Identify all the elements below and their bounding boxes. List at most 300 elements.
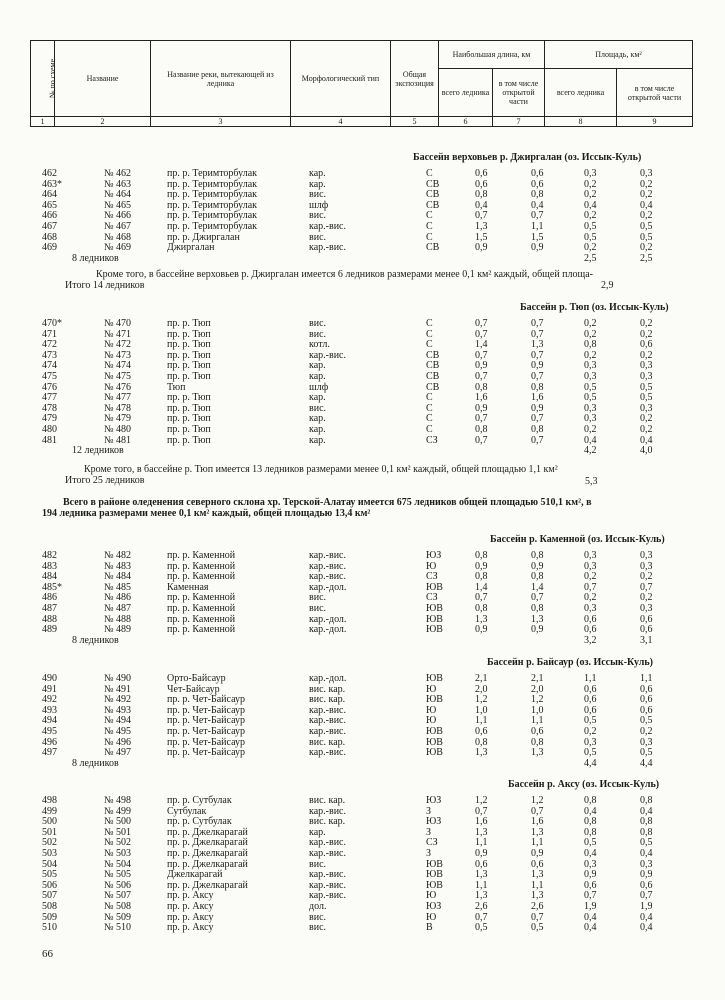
cell-name: № 462	[104, 168, 132, 179]
cell-name: № 494	[104, 715, 132, 727]
table-row	[0, 168, 725, 179]
basin-title: Бассейн р. Аксу (оз. Иссык-Куль)	[508, 779, 660, 790]
cell-area: 0,6	[584, 683, 597, 695]
cell-open: 0,9	[531, 402, 544, 414]
cell-oarea: 0,4	[640, 199, 653, 211]
cell-len: 1,3	[475, 747, 488, 759]
cell-len: 0,7	[475, 318, 488, 329]
cell-open: 1,4	[531, 581, 544, 593]
cell-morph: шлф	[309, 381, 329, 393]
cell-exp: В	[426, 922, 433, 934]
cell-morph: кар.-дол.	[309, 581, 347, 593]
cell-river: пр. р. Сутбулак	[167, 795, 232, 806]
cell-oarea: 0,4	[640, 911, 653, 923]
cell-exp: ЮВ	[426, 879, 443, 891]
cell-exp: Ю	[426, 911, 437, 923]
cell-name: № 467	[104, 221, 132, 232]
cell-open: 0,7	[531, 210, 544, 222]
cell-name: № 490	[104, 673, 132, 684]
cell-name: № 499	[104, 805, 132, 817]
table-row	[0, 869, 725, 880]
cell-exp: СВ	[426, 178, 440, 190]
table-row	[0, 827, 725, 838]
cell-name: № 481	[104, 434, 132, 446]
cell-oarea: 0,4	[640, 848, 653, 859]
total-label: 12 ледников	[72, 445, 124, 457]
cell-id: 490	[42, 673, 57, 684]
header-num: 4	[291, 117, 391, 127]
cell-oarea: 0,4	[640, 434, 653, 446]
cell-area: 0,8	[584, 816, 597, 828]
cell-id: 462	[42, 168, 57, 179]
cell-open: 0,6	[531, 168, 544, 179]
cell-exp: СЗ	[426, 434, 438, 446]
cell-morph: вис.	[309, 328, 327, 340]
table-row	[0, 339, 725, 350]
cell-area: 0,5	[584, 392, 597, 404]
cell-id: 507	[42, 890, 57, 902]
cell-morph: вис. кар.	[309, 736, 346, 748]
cell-name: № 482	[104, 550, 132, 561]
cell-len: 1,4	[475, 581, 488, 593]
cell-id: 494	[42, 715, 57, 727]
cell-river: пр. р. Тюп	[167, 360, 211, 372]
cell-exp: С	[426, 231, 433, 243]
cell-morph: вис.	[309, 318, 327, 329]
cell-len: 0,9	[475, 242, 488, 254]
cell-len: 1,6	[475, 816, 488, 828]
cell-len: 1,0	[475, 704, 488, 716]
table-row	[0, 806, 725, 817]
cell-exp: СВ	[426, 381, 440, 393]
cell-name: № 495	[104, 726, 132, 737]
header-col7: в том числе открытой части	[493, 69, 545, 117]
cell-id: 497	[42, 747, 57, 759]
cell-len: 0,9	[475, 624, 488, 636]
cell-river: пр. р. Тюп	[167, 392, 211, 404]
cell-area: 0,2	[584, 328, 597, 340]
header-num: 2	[55, 117, 151, 127]
cell-len: 0,6	[475, 178, 488, 190]
cell-river: Сутбулак	[167, 805, 207, 817]
cell-morph: кар.	[309, 826, 326, 838]
cell-open: 1,6	[531, 392, 544, 404]
cell-id: 504	[42, 858, 57, 870]
cell-len: 0,8	[475, 189, 488, 201]
cell-exp: ЮВ	[426, 673, 443, 684]
cell-name: № 502	[104, 837, 132, 849]
cell-name: № 504	[104, 858, 132, 870]
table-row	[0, 747, 725, 758]
cell-id: 493	[42, 704, 57, 716]
cell-name: № 473	[104, 349, 132, 361]
cell-morph: кар.	[309, 168, 326, 179]
cell-morph: кар.	[309, 413, 326, 425]
cell-oarea: 0,3	[640, 560, 653, 572]
cell-exp: СВ	[426, 199, 440, 211]
cell-exp: ЮВ	[426, 624, 443, 636]
cell-area: 0,4	[584, 922, 597, 934]
cell-oarea: 0,7	[640, 581, 653, 593]
cell-area: 0,6	[584, 624, 597, 636]
table-row	[0, 242, 725, 253]
total-open-area: 4,4	[640, 757, 653, 769]
header-col6: всего ледника	[439, 69, 493, 117]
cell-oarea: 0,5	[640, 231, 653, 243]
cell-area: 0,2	[584, 424, 597, 435]
cell-area: 0,6	[584, 704, 597, 716]
cell-area: 0,5	[584, 715, 597, 727]
header-col9: в том числе открытой части	[617, 69, 693, 117]
table-row	[0, 684, 725, 695]
note-tyup-total-area: 5,3	[585, 476, 598, 487]
cell-len: 0,7	[475, 349, 488, 361]
cell-open: 0,7	[531, 911, 544, 923]
cell-id: 492	[42, 694, 57, 706]
cell-open: 1,3	[531, 826, 544, 838]
cell-len: 1,4	[475, 339, 488, 351]
table-row	[0, 694, 725, 705]
cell-id: 488	[42, 613, 57, 625]
table-row	[0, 922, 725, 933]
cell-oarea: 0,8	[640, 826, 653, 838]
cell-exp: Ю	[426, 683, 437, 695]
cell-name: № 475	[104, 371, 132, 382]
cell-open: 0,8	[531, 189, 544, 201]
cell-river: пр. р. Аксу	[167, 901, 214, 912]
cell-id: 473	[42, 349, 57, 361]
cell-open: 0,7	[531, 434, 544, 446]
cell-name: № 505	[104, 869, 132, 881]
table-row	[0, 424, 725, 435]
total-area: 2,5	[584, 252, 597, 264]
cell-name: № 508	[104, 901, 132, 912]
cell-open: 1,5	[531, 231, 544, 243]
cell-oarea: 0,2	[640, 571, 653, 583]
header-col8: всего ледника	[545, 69, 617, 117]
note-dzhirgalan-total: Итого 14 ледников	[65, 280, 145, 291]
table-row	[0, 392, 725, 403]
cell-river: пр. р. Чет-Байсаур	[167, 736, 246, 748]
total-label: 8 ледников	[72, 757, 119, 769]
cell-oarea: 0,2	[640, 210, 653, 222]
cell-river: пр. р. Джелкарагай	[167, 848, 248, 859]
cell-morph: вис.	[309, 858, 327, 870]
cell-river: Орто-Байсаур	[167, 673, 226, 684]
cell-open: 1,3	[531, 339, 544, 351]
cell-area: 0,2	[584, 189, 597, 201]
cell-area: 0,5	[584, 221, 597, 232]
cell-open: 0,7	[531, 413, 544, 425]
cell-oarea: 0,6	[640, 683, 653, 695]
cell-name: № 479	[104, 413, 132, 425]
cell-river: пр. р. Джелкарагай	[167, 837, 248, 849]
cell-area: 0,3	[584, 371, 597, 382]
table-row	[0, 592, 725, 603]
cell-morph: вис.	[309, 603, 327, 614]
cell-area: 0,2	[584, 726, 597, 737]
cell-river: пр. р. Чет-Байсаур	[167, 726, 246, 737]
cell-oarea: 0,2	[640, 178, 653, 190]
cell-morph: кар.-вис.	[309, 890, 346, 902]
cell-river: пр. р. Теримторбулак	[167, 221, 257, 232]
cell-id: 465	[42, 199, 57, 211]
cell-exp: СЗ	[426, 592, 438, 604]
cell-oarea: 0,4	[640, 805, 653, 817]
cell-name: № 493	[104, 704, 132, 716]
table-row	[0, 179, 725, 190]
table-row	[0, 360, 725, 371]
cell-oarea: 0,2	[640, 413, 653, 425]
cell-id: 475	[42, 371, 57, 382]
cell-oarea: 0,6	[640, 704, 653, 716]
cell-len: 0,9	[475, 848, 488, 859]
cell-area: 1,1	[584, 673, 597, 684]
cell-morph: кар.	[309, 424, 326, 435]
cell-id: 499	[42, 805, 57, 817]
cell-oarea: 1,9	[640, 901, 653, 912]
cell-len: 0,7	[475, 805, 488, 817]
cell-oarea: 0,7	[640, 890, 653, 902]
cell-open: 0,9	[531, 624, 544, 636]
cell-area: 0,5	[584, 381, 597, 393]
cell-river: пр. р. Тюп	[167, 328, 211, 340]
table-row	[0, 413, 725, 424]
cell-open: 0,9	[531, 848, 544, 859]
header-num: 1	[31, 117, 55, 127]
cell-len: 1,1	[475, 879, 488, 891]
cell-morph: кар.-вис.	[309, 837, 346, 849]
cell-name: № 506	[104, 879, 132, 891]
cell-open: 1,2	[531, 795, 544, 806]
cell-id: 508	[42, 901, 57, 912]
cell-area: 0,8	[584, 339, 597, 351]
cell-morph: вис.	[309, 402, 327, 414]
cell-len: 0,6	[475, 168, 488, 179]
cell-exp: С	[426, 424, 433, 435]
cell-oarea: 0,2	[640, 318, 653, 329]
header-length: Наибольшая длина, км	[439, 41, 545, 69]
cell-name: № 497	[104, 747, 132, 759]
header-col5: Общая экспозиция	[391, 41, 439, 117]
cell-exp: ЮЗ	[426, 795, 442, 806]
header-num: 6	[439, 117, 493, 127]
cell-id: 485*	[42, 581, 62, 593]
cell-morph: вис.	[309, 592, 327, 604]
note-tyup-total: Итого 25 ледников	[65, 475, 145, 486]
cell-morph: кар.-дол.	[309, 613, 347, 625]
cell-exp: ЮВ	[426, 736, 443, 748]
cell-open: 1,0	[531, 704, 544, 716]
cell-river: пр. р. Тюп	[167, 318, 211, 329]
cell-oarea: 0,2	[640, 328, 653, 340]
cell-exp: Ю	[426, 715, 437, 727]
cell-morph: кар.-вис.	[309, 879, 346, 891]
cell-morph: вис.	[309, 210, 327, 222]
cell-id: 479	[42, 413, 57, 425]
cell-open: 0,6	[531, 858, 544, 870]
cell-name: № 486	[104, 592, 132, 604]
cell-area: 0,6	[584, 879, 597, 891]
cell-oarea: 0,2	[640, 424, 653, 435]
cell-river: пр. р. Каменной	[167, 560, 236, 572]
cell-id: 503	[42, 848, 57, 859]
cell-open: 0,8	[531, 424, 544, 435]
cell-name: № 509	[104, 911, 132, 923]
cell-river: пр. р. Каменной	[167, 603, 236, 614]
cell-open: 0,7	[531, 328, 544, 340]
cell-len: 1,5	[475, 231, 488, 243]
cell-id: 468	[42, 231, 57, 243]
cell-area: 0,5	[584, 837, 597, 849]
cell-open: 0,7	[531, 592, 544, 604]
cell-len: 0,7	[475, 911, 488, 923]
cell-name: № 501	[104, 826, 132, 838]
cell-river: пр. р. Каменной	[167, 592, 236, 604]
cell-morph: кар.	[309, 360, 326, 372]
cell-river: Джелкарагай	[167, 869, 223, 881]
cell-open: 2,1	[531, 673, 544, 684]
cell-len: 1,2	[475, 795, 488, 806]
cell-open: 0,8	[531, 603, 544, 614]
cell-oarea: 0,6	[640, 694, 653, 706]
cell-name: № 476	[104, 381, 132, 393]
header-num: 9	[617, 117, 693, 127]
cell-id: 505	[42, 869, 57, 881]
cell-name: № 480	[104, 424, 132, 435]
cell-len: 0,6	[475, 726, 488, 737]
cell-morph: вис.	[309, 911, 327, 923]
cell-river: пр. р. Чет-Байсаур	[167, 715, 246, 727]
cell-name: № 498	[104, 795, 132, 806]
cell-area: 0,2	[584, 318, 597, 329]
cell-exp: С	[426, 210, 433, 222]
cell-oarea: 0,5	[640, 747, 653, 759]
cell-area: 0,3	[584, 550, 597, 561]
cell-name: № 465	[104, 199, 132, 211]
cell-id: 502	[42, 837, 57, 849]
section-total-row	[0, 635, 725, 646]
total-area: 4,2	[584, 445, 597, 457]
cell-area: 0,8	[584, 826, 597, 838]
cell-oarea: 0,3	[640, 371, 653, 382]
cell-oarea: 0,5	[640, 381, 653, 393]
cell-exp: Ю	[426, 560, 437, 572]
cell-name: № 488	[104, 613, 132, 625]
cell-open: 0,4	[531, 199, 544, 211]
header-area: Площадь, км²	[545, 41, 693, 69]
cell-river: пр. р. Теримторбулак	[167, 178, 257, 190]
cell-area: 0,4	[584, 199, 597, 211]
header-col1: № по схеме	[31, 41, 55, 117]
cell-area: 0,5	[584, 231, 597, 243]
cell-river: пр. р. Тюп	[167, 424, 211, 435]
cell-name: № 491	[104, 683, 132, 695]
cell-oarea: 0,8	[640, 795, 653, 806]
cell-area: 0,9	[584, 869, 597, 881]
cell-area: 0,2	[584, 242, 597, 254]
cell-open: 1,2	[531, 694, 544, 706]
cell-oarea: 0,8	[640, 816, 653, 828]
cell-oarea: 0,6	[640, 613, 653, 625]
cell-morph: кар.-дол.	[309, 624, 347, 636]
cell-open: 0,6	[531, 726, 544, 737]
cell-id: 474	[42, 360, 57, 372]
table-row	[0, 726, 725, 737]
cell-open: 1,3	[531, 613, 544, 625]
cell-river: пр. р. Джиргалан	[167, 231, 240, 243]
cell-id: 496	[42, 736, 57, 748]
cell-id: 480	[42, 424, 57, 435]
cell-id: 483	[42, 560, 57, 572]
cell-len: 2,1	[475, 673, 488, 684]
cell-exp: СВ	[426, 242, 440, 254]
cell-len: 0,4	[475, 199, 488, 211]
cell-river: пр. р. Чет-Байсаур	[167, 704, 246, 716]
section-total-row	[0, 758, 725, 769]
cell-len: 1,3	[475, 826, 488, 838]
cell-id: 487	[42, 603, 57, 614]
cell-oarea: 0,5	[640, 715, 653, 727]
cell-oarea: 0,5	[640, 837, 653, 849]
cell-oarea: 0,2	[640, 349, 653, 361]
table-row	[0, 890, 725, 901]
cell-morph: кар.-вис.	[309, 242, 346, 254]
cell-oarea: 0,2	[640, 189, 653, 201]
cell-open: 0,7	[531, 805, 544, 817]
cell-len: 0,8	[475, 603, 488, 614]
cell-oarea: 0,3	[640, 550, 653, 561]
cell-len: 0,9	[475, 402, 488, 414]
cell-exp: З	[426, 826, 432, 838]
cell-exp: С	[426, 318, 433, 329]
cell-morph: кар.-вис.	[309, 715, 346, 727]
cell-oarea: 0,3	[640, 168, 653, 179]
table-row	[0, 550, 725, 561]
cell-oarea: 0,3	[640, 736, 653, 748]
cell-river: пр. р. Аксу	[167, 890, 214, 902]
cell-river: пр. р. Тюп	[167, 349, 211, 361]
cell-id: 481	[42, 434, 57, 446]
cell-area: 0,2	[584, 349, 597, 361]
cell-id: 498	[42, 795, 57, 806]
total-open-area: 2,5	[640, 252, 653, 264]
cell-area: 0,2	[584, 210, 597, 222]
cell-area: 0,4	[584, 805, 597, 817]
cell-morph: вис. кар.	[309, 816, 346, 828]
cell-exp: С	[426, 392, 433, 404]
basin-title: Бассейн р. Тюп (оз. Иссык-Куль)	[520, 302, 669, 313]
cell-open: 0,7	[531, 371, 544, 382]
cell-open: 1,3	[531, 890, 544, 902]
table-row	[0, 624, 725, 635]
cell-name: № 468	[104, 231, 132, 243]
cell-exp: С	[426, 221, 433, 232]
cell-area: 0,6	[584, 613, 597, 625]
table-row	[0, 221, 725, 232]
cell-exp: ЮВ	[426, 858, 443, 870]
cell-oarea: 0,3	[640, 858, 653, 870]
table-row	[0, 614, 725, 625]
basin-title: Бассейн верховьев р. Джиргалан (оз. Иссык-Куль)	[413, 152, 642, 163]
cell-open: 1,6	[531, 816, 544, 828]
cell-river: пр. р. Тюп	[167, 413, 211, 425]
cell-river: пр. р. Аксу	[167, 911, 214, 923]
header-col4: Морфологический тип	[291, 41, 391, 117]
cell-morph: шлф	[309, 199, 329, 211]
note-region-1: Всего в районе оледенения северного склона хр. Терской-Алатау имеется 675 ледников общей площадью 510,1 км², в	[63, 497, 592, 508]
cell-name: № 463	[104, 178, 132, 190]
